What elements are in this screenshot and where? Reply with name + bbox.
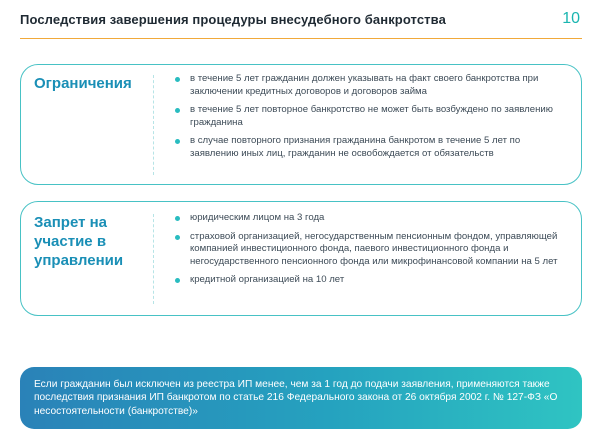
card-divider (153, 214, 154, 304)
bullet-icon (175, 235, 180, 240)
management-ban-card (20, 201, 582, 316)
list-item (173, 104, 568, 129)
slide-title: Последствия завершения процедуры внесудебного банкротства (20, 11, 446, 27)
restrictions-list (173, 73, 568, 167)
list-item-text: кредитной организацией на 10 лет (190, 274, 345, 286)
restrictions-heading: Ограничения (34, 75, 132, 92)
bullet-icon (175, 108, 180, 113)
list-item (173, 274, 568, 287)
list-item-text: в течение 5 лет гражданин должен указывать на факт своего банкротства при заключении кредитных договоров и договоров займа (190, 73, 539, 97)
list-item-text: юридическим лицом на 3 года (190, 212, 325, 223)
list-item (173, 135, 568, 160)
list-item-text: в течение 5 лет повторное банкротство не может быть возбуждено по заявлению гражданина (190, 104, 553, 128)
bullet-icon (175, 278, 180, 283)
bullet-icon (175, 216, 180, 221)
card-divider (153, 75, 154, 175)
list-item (173, 212, 568, 225)
info-note-text: Если гражданин был исключен из реестра ИП менее, чем за 1 год до подачи заявления, применяются также последствия признания ИП банкротом по статье 216 Федерального закона от 26 октября 2002 г. № 127-ФЗ «О несостоятельности (банкротстве)» (34, 378, 558, 417)
list-item (173, 73, 568, 98)
page-number: 10 (562, 10, 580, 27)
header-divider (20, 38, 582, 39)
list-item (173, 231, 568, 269)
bullet-icon (175, 139, 180, 144)
management-ban-heading: Запрет на участие в управлении (34, 214, 124, 269)
info-note-banner (20, 367, 582, 429)
bullet-icon (175, 77, 180, 82)
management-ban-list (173, 212, 568, 293)
list-item-text: в случае повторного признания гражданина банкротом в течение 5 лет по заявлению иных лиц, гражданин не освобождается от обязательств (190, 135, 521, 159)
slide-header (20, 0, 582, 38)
list-item-text: страховой организацией, негосударственным пенсионным фондом, управляющей компанией инвестиционного фонда, паевого инвестиционного фонда и негосударственного пенсионного фонда или микрофинансовой компании на 5 лет (190, 230, 558, 267)
restrictions-card (20, 64, 582, 185)
